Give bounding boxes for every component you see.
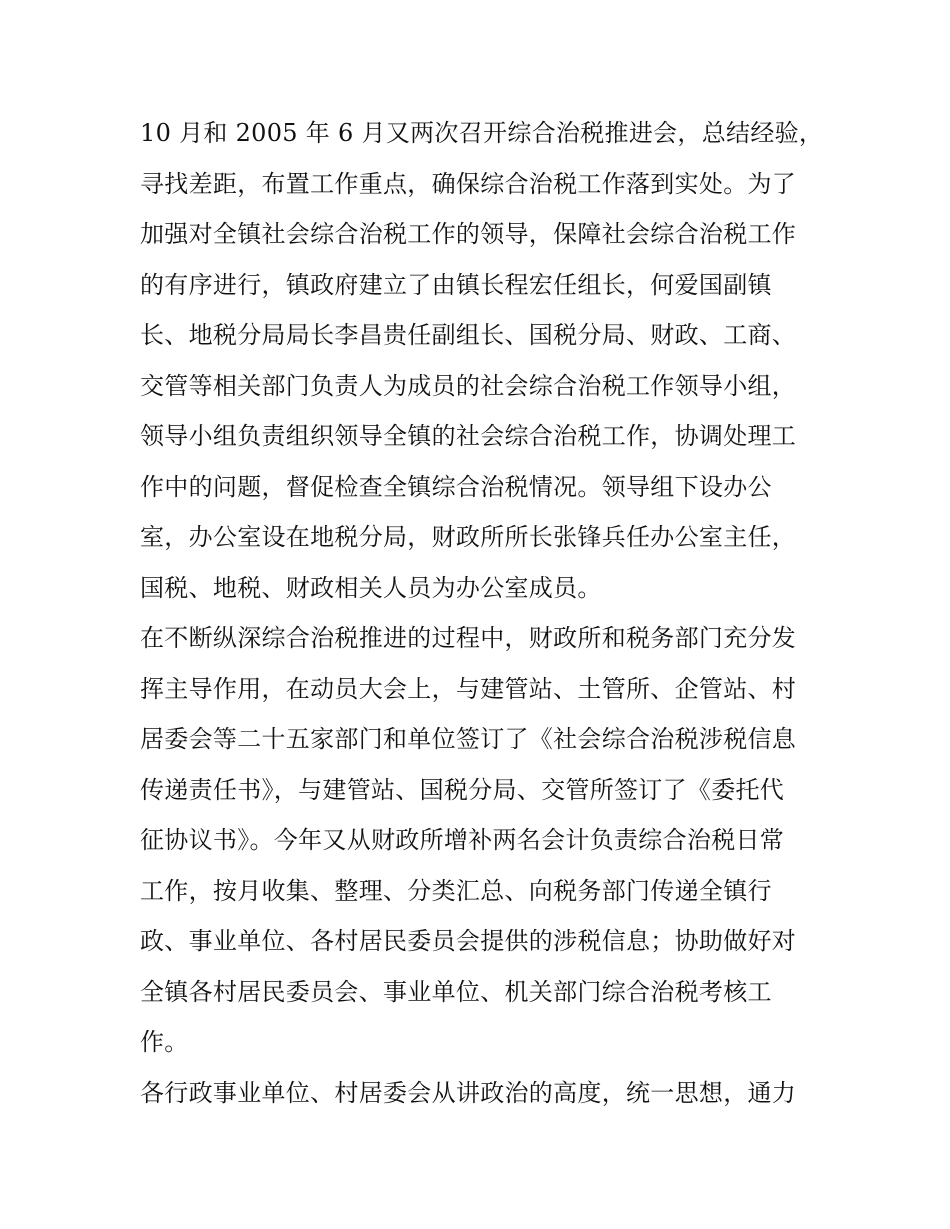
text-line: 的有序进行，镇政府建立了由镇长程宏任组长，何爱国副镇 (140, 270, 772, 299)
text-line: 交管等相关部门负责人为成员的社会综合治税工作领导小组， (140, 371, 797, 400)
text-line: 10 月和 2005 年 6 月又两次召开综合治税推进会，总结经验， (140, 119, 824, 147)
text-line: 挥主导作用，在动员大会上，与建管站、土管所、企管站、村 (140, 674, 797, 703)
text-line: 全镇各村居民委员会、事业单位、机关部门综合治税考核工 (140, 977, 772, 1006)
text-line: 长、地税分局局长李昌贵任副组长、国税分局、财政、工商、 (140, 321, 797, 349)
text-line: 加强对全镇社会综合治税工作的领导，保障社会综合治税工作 (140, 220, 797, 248)
text-line: 领导小组负责组织领导全镇的社会综合治税工作，协调处理工 (140, 422, 797, 450)
text-line: 居委会等二十五家部门和单位签订了《社会综合治税涉税信息 (140, 725, 797, 753)
text-line: 各行政事业单位、村居委会从讲政治的高度，统一思想，通力 (140, 1078, 797, 1107)
text-line: 作。 (140, 1028, 189, 1056)
text-line: 传递责任书》，与建管站、国税分局、交管所签订了《委托代 (140, 775, 785, 804)
text-line: 国税、地税、财政相关人员为办公室成员。 (140, 573, 602, 602)
text-line: 室，办公室设在地税分局，财政所所长张锋兵任办公室主任， (140, 523, 797, 551)
text-line: 寻找差距，布置工作重点，确保综合治税工作落到实处。为了 (140, 169, 797, 198)
text-line: 作中的问题，督促检查全镇综合治税情况。领导组下设办公 (140, 472, 772, 501)
text-line: 征协议书》。今年又从财政所增补两名会计负责综合治税日常 (140, 826, 785, 854)
document-body (140, 108, 824, 1118)
text-line: 在不断纵深综合治税推进的过程中，财政所和税务部门充分发 (140, 624, 797, 652)
text-line: 工作，按月收集、整理、分类汇总、向税务部门传递全镇行 (140, 876, 772, 905)
text-line: 政、事业单位、各村居民委员会提供的涉税信息；协助做好对 (140, 927, 797, 955)
